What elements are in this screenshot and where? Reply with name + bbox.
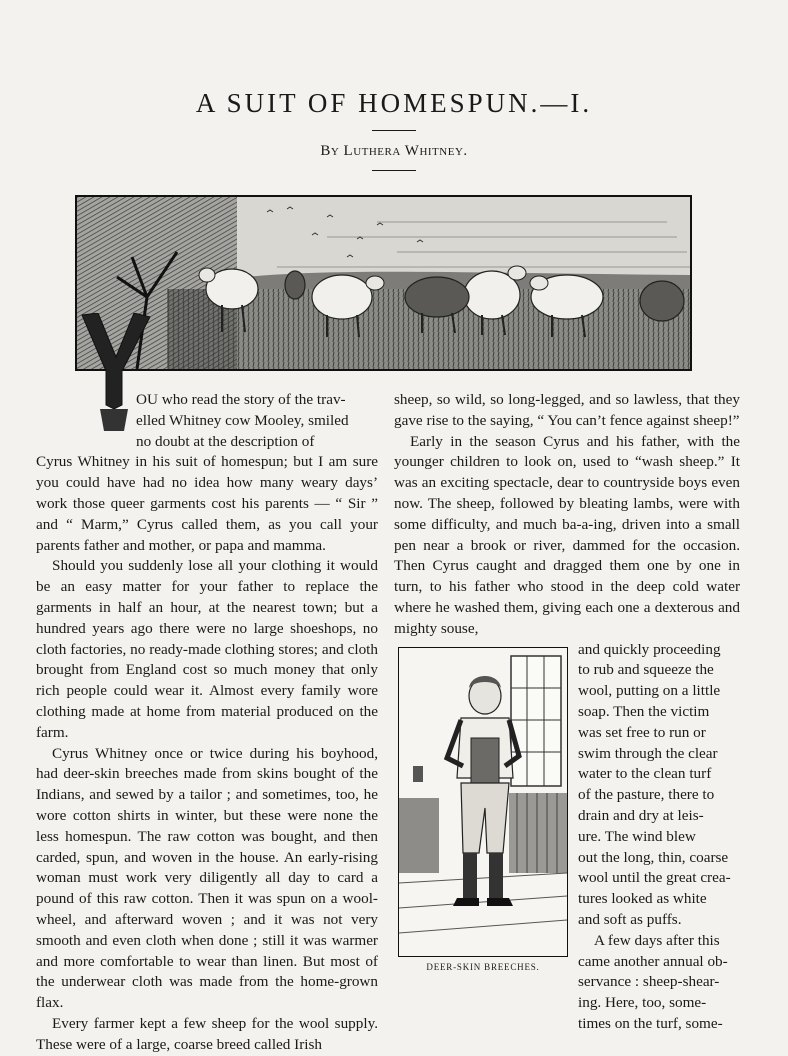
text-line: tures looked as white <box>578 890 707 908</box>
paragraph: Early in the season Cyrus and his father, with the younger children to look on, used to “wash sheep.” It was an exciting spectacle, dear to countryside boys even now. The sheep, followed by bleating lambs, were with some difficulty, and much ba-a-ing, driven into a small pen near a brook or river, dammed for the occasion. Then Cyrus caught and dragged them one by one in turn, to his father who stood in the deep cold water where he washed them, giving each one a dexterous and mighty souse, <box>394 432 740 637</box>
text-line: to rub and squeeze the <box>578 661 714 679</box>
byline-rule <box>372 170 416 171</box>
sheep-pasture-illustration <box>75 195 692 371</box>
text-column-1 <box>36 390 378 1056</box>
text-line: ing. Here, too, some- <box>578 994 707 1012</box>
dropcap-line-2: elled Whitney cow Mooley, smiled <box>136 411 349 429</box>
title-rule <box>372 130 416 131</box>
text-line: servance : sheep-shear- <box>578 973 720 991</box>
wrapped-text <box>578 640 740 1035</box>
text-line: was set free to run or <box>578 723 706 741</box>
paragraph: Cyrus Whitney once or twice during his boyhood, had deer-skin breeches made from skins bought of the Indians, and sewed by a tailor ; and sometimes, too, he wore cotton shirts in winter, but these were none the less homespun. The raw cotton was bought, and then carded, spun, and woven in the house. An early-rising woman must work very diligently all day to card a pound of this raw cotton. Then it was spun on a wool-wheel, and afterward woven ; and it was not very smooth and even cloth when done ; still it was warmer and more comfortable to wear than linen. But most of the underwear cloth was made from the home-grown flax. <box>36 744 378 1012</box>
text-line: water to the clean turf <box>578 765 712 783</box>
text-line: soap. Then the victim <box>578 702 710 720</box>
article-title: A SUIT OF HOMESPUN.—I. <box>195 88 593 118</box>
text-line: drain and dry at leis- <box>578 806 704 824</box>
text-line: ure. The wind blew <box>578 827 696 845</box>
dropcap-line-3: no doubt at the description of <box>136 432 315 450</box>
figure-caption: DEER-SKIN BREECHES. <box>426 962 540 972</box>
dropcap-line-1: OU who read the story of the trav- <box>136 391 346 408</box>
paragraph: Every farmer kept a few sheep for the wool supply. These were of a large, coarse breed called Irish <box>36 1014 378 1053</box>
deer-skin-breeches-illustration <box>398 647 568 957</box>
text-line: A few days after this <box>594 931 720 949</box>
text-line: times on the turf, some- <box>578 1014 723 1032</box>
paragraph: sheep, so wild, so long-legged, and so lawless, that they gave rise to the saying, “ You can’t fence against sheep!” <box>394 391 740 429</box>
text-line: came another annual ob- <box>578 952 728 970</box>
byline: By Luthera Whitney. <box>320 143 468 159</box>
paragraph: Should you suddenly lose all your clothing it would be an easy matter for your father to replace the garments in half an hour, at the nearest town; but a hundred years ago there were no large shoeshops, no cloth factories, no ready-made clothing stores; and cloth brought from England cost so much money that only rich people could wear it. Almost every family wore clothing made at home from material produced on the farm. <box>36 557 378 741</box>
text-line: and quickly proceeding <box>578 640 721 658</box>
text-line: out the long, thin, coarse <box>578 848 729 866</box>
text-line: wool until the great crea- <box>578 869 731 887</box>
paragraph: Cyrus Whitney in his suit of homespun; but I am sure you could have had no idea how many weary days’ work those queer garments cost his parents — “ Sir ” and “ Marm,” Cyrus called them, as you call your parents father and mother, or papa and mamma. <box>36 453 378 554</box>
text-line: swim through the clear <box>578 744 718 762</box>
text-line: and soft as puffs. <box>578 910 682 928</box>
text-line: of the pasture, there to <box>578 786 715 804</box>
text-line: wool, putting on a little <box>578 682 721 700</box>
